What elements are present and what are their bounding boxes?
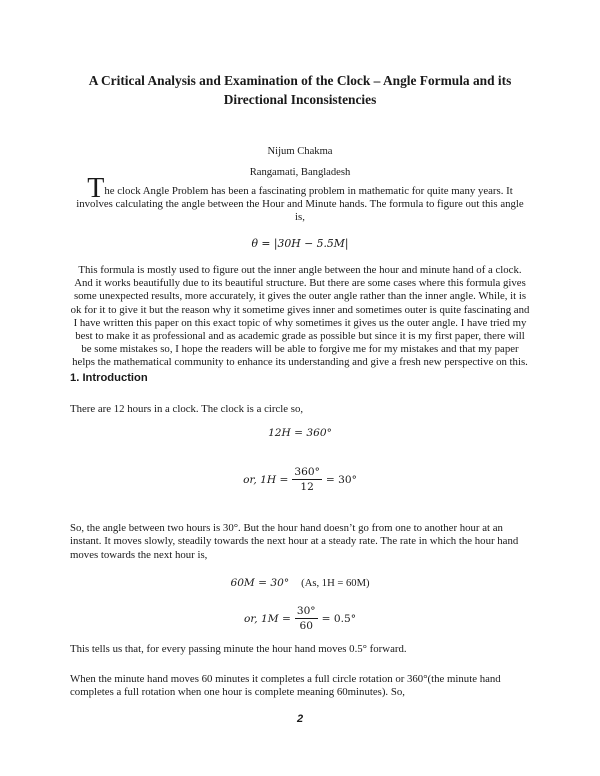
equation-4-fraction — [295, 605, 318, 632]
body-paragraph-4: When the minute hand moves 60 minutes it completes a full circle rotation or 360°(the minute hand completes a full rotation when one hour is complete meaning 60minutes). So, — [70, 673, 501, 699]
author-affiliation: Rangamati, Bangladesh — [249, 167, 351, 178]
equation-3 — [0, 577, 600, 589]
equation-1-expr: 12H = 360° — [268, 427, 332, 439]
page-number: 2 — [296, 713, 304, 725]
paper-title: A Critical Analysis and Examination of the Clock – Angle Formula and its Directional Inconsistencies — [88, 73, 512, 107]
body-sentence-3: This tells us that, for every passing minute the hour hand moves 0.5° forward. — [70, 643, 407, 655]
equation-4-rhs: = 0.5° — [321, 612, 356, 625]
equation-3-note: (As, 1H = 60M) — [301, 577, 370, 589]
equation-2-lhs: or, 1H = — [243, 473, 289, 486]
equation-2-numerator: 360° — [294, 466, 320, 478]
abstract-paragraph-1 — [70, 173, 530, 225]
equation-4 — [0, 605, 600, 632]
abstract-paragraph-1-text: he clock Angle Problem has been a fascinating problem in mathematic for quite many years. It involves calculating the angle between the Hour and Minute hands. The formula to figure out this angle is, — [76, 185, 524, 224]
equation-4-lhs: or, 1M = — [243, 612, 291, 625]
equation-3-expr: 60M = 30° — [230, 577, 290, 589]
abstract-paragraph-2: This formula is mostly used to figure out the inner angle between the hour and minute hand of a clock. And it works beautifully due to its beautiful structure. But there are some cases where this formula gives some unexpected results, more accurately, it gives the outer angle rather than the inner angle. While, it is ok for it to give it but the reason why it sometime gives inner and sometimes outer is quite fascinating and I have written this paper on this exact topic of why sometimes it gives us the outer angle. I have tried my best to make it as professional and as academic grade as possible but since it is my first paper, there will be some mistakes so, I hope the readers will be able to forgive me for my mistakes and that my paper helps the mathematical community to enhance its understanding and give a fresh new perspective on this. — [70, 264, 530, 369]
author-name: Nijum Chakma — [267, 146, 333, 157]
section-heading — [70, 372, 148, 384]
equation-2 — [0, 466, 600, 493]
equation-2-rhs: = 30° — [325, 473, 357, 486]
equation-4-numerator: 30° — [296, 605, 316, 617]
clock-angle-formula: θ = |30H − 5.5M| — [251, 237, 349, 250]
equation-2-denominator: 12 — [300, 481, 314, 493]
section-number: 1. — [70, 372, 80, 384]
equation-4-denominator: 60 — [299, 620, 313, 632]
body-paragraph-2: So, the angle between two hours is 30°. But the hour hand doesn’t go from one to another hour at an instant. It moves slowly, steadily towards the next hour at a steady rate. The rate in which the hour hand moves towards the next hour is, — [70, 522, 519, 561]
body-sentence-1: There are 12 hours in a clock. The clock is a circle so, — [70, 403, 304, 415]
equation-2-fraction — [292, 466, 322, 493]
equation-1 — [0, 427, 600, 439]
section-title: Introduction — [82, 372, 148, 384]
drop-cap: T — [87, 173, 105, 204]
